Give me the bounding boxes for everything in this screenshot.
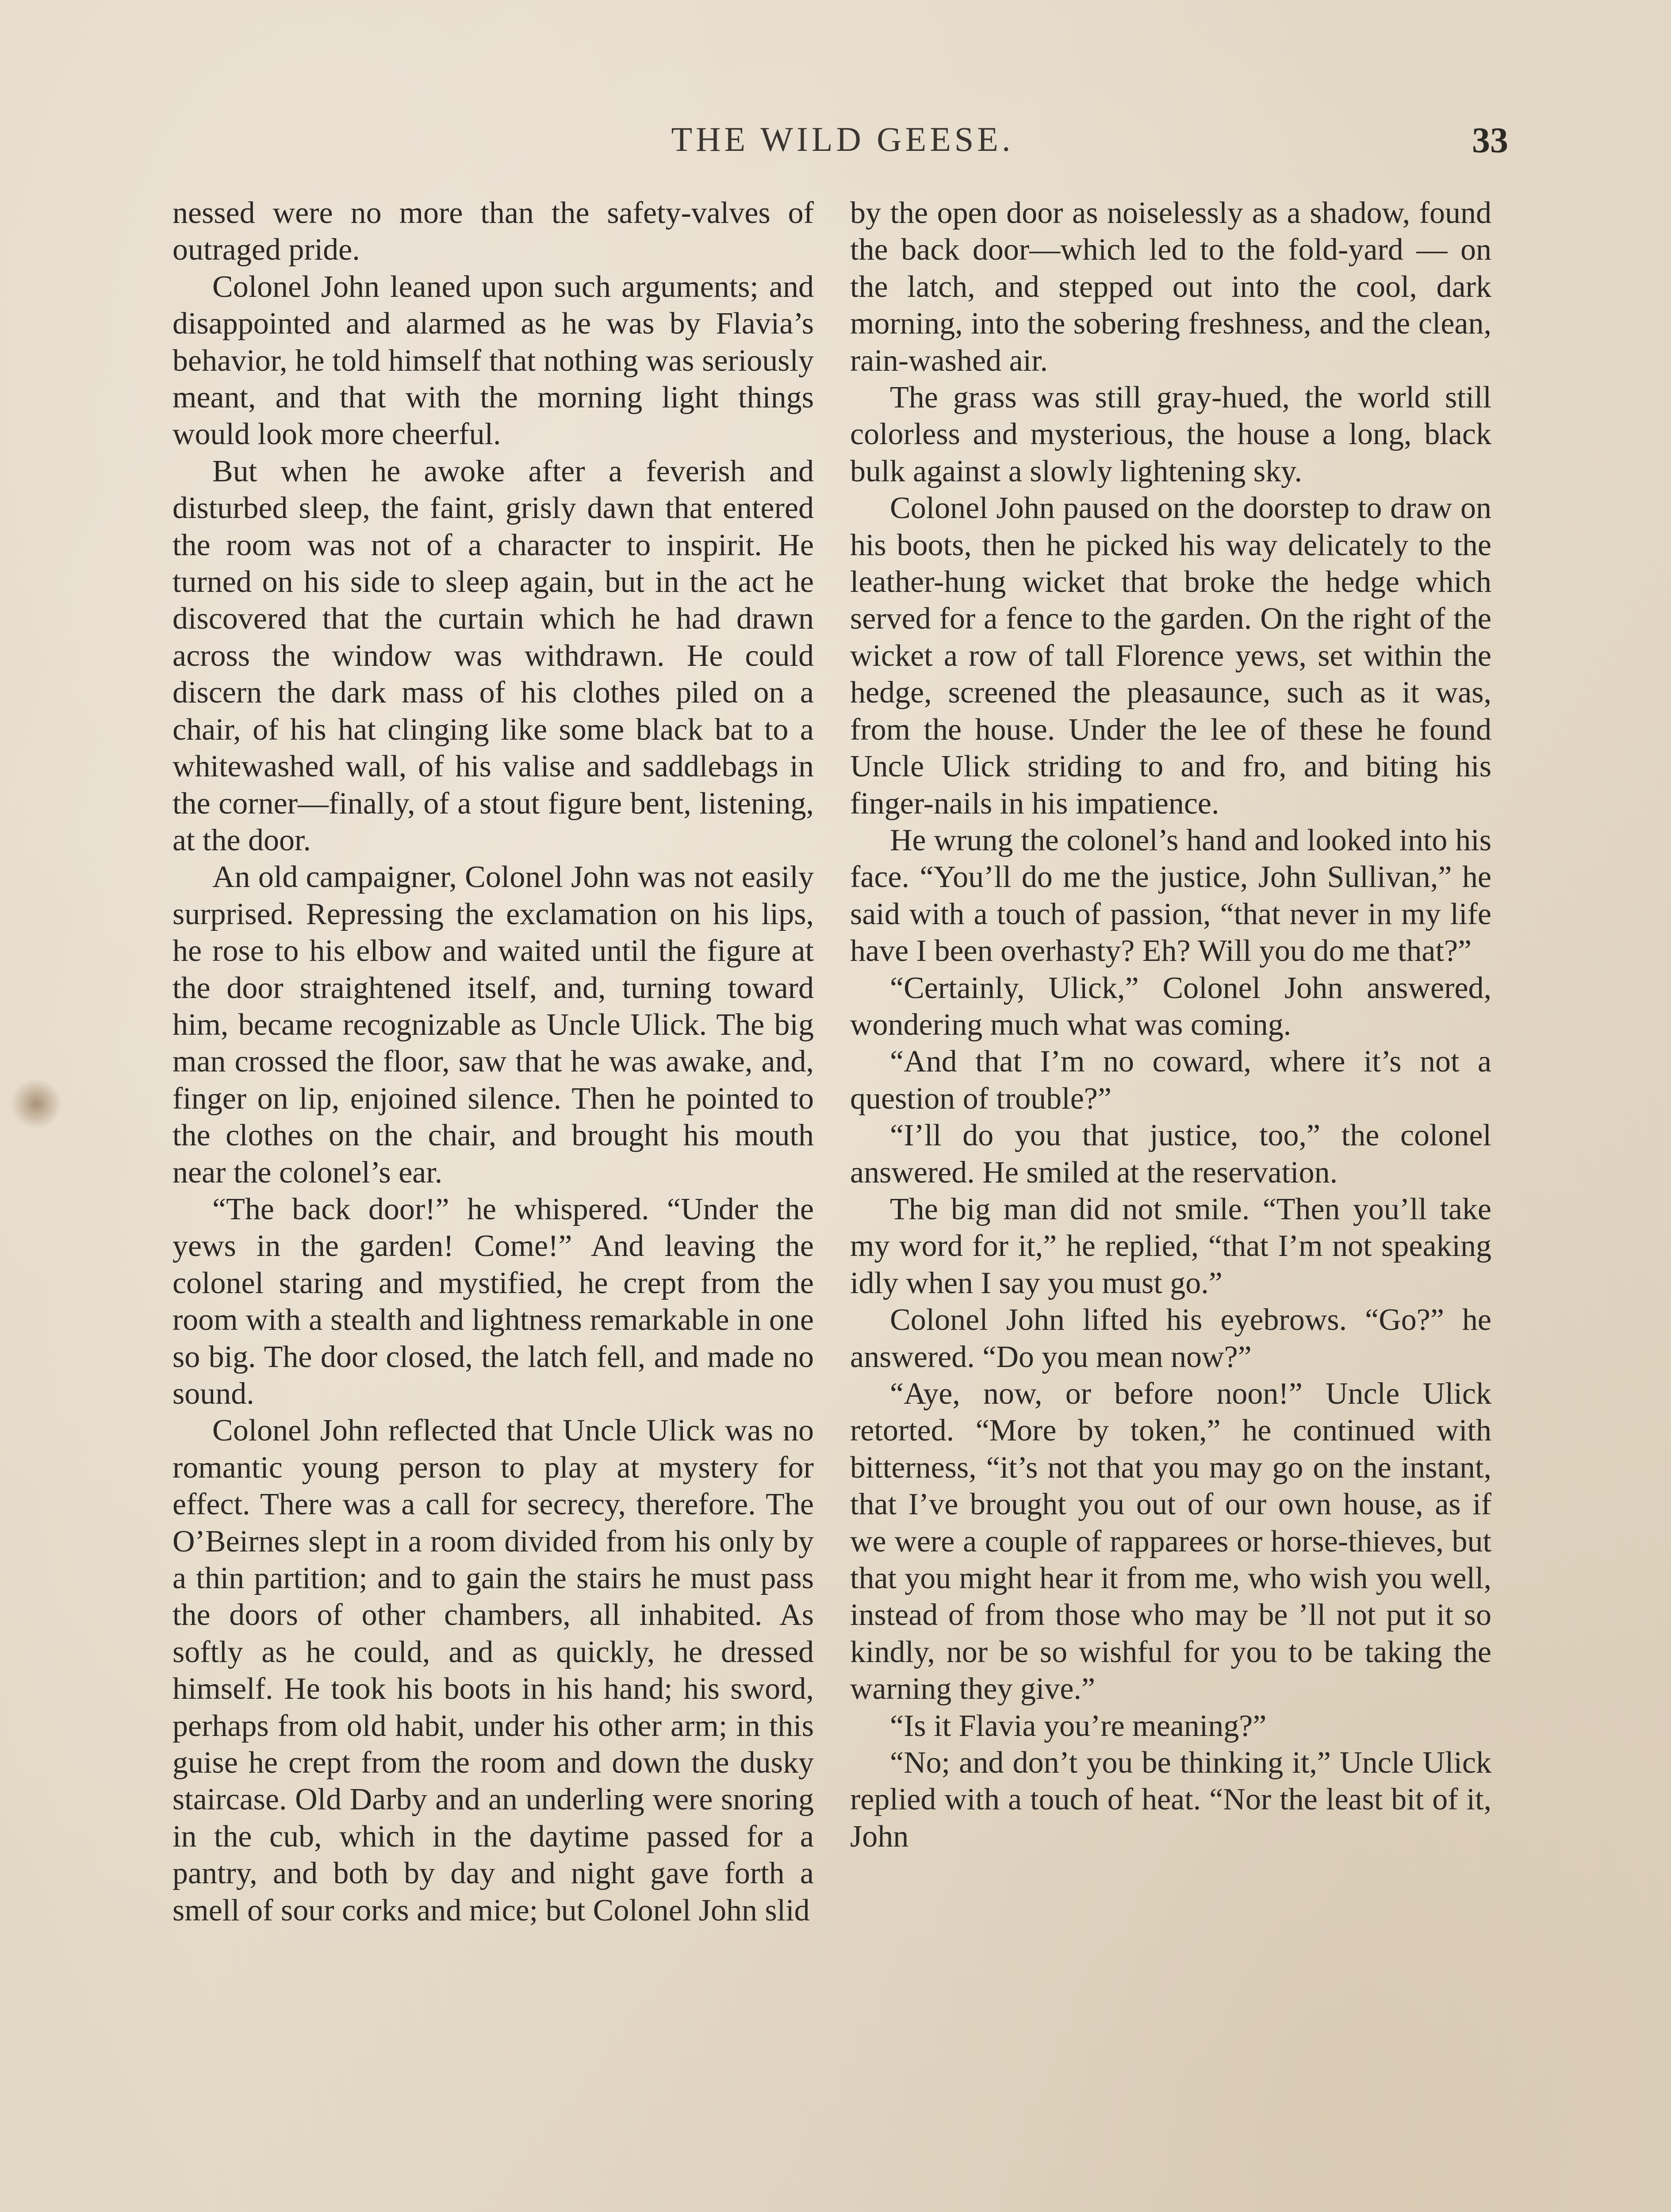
paragraph: An old campaigner, Colonel John was not easily surprised. Repressing the exclamation on his lips, he rose to his elbow and waited until the figure at the door straightened itself, and, turning toward him, became recognizable as Uncle Ulick. The big man crossed the floor, saw that he was awake, and, finger on lip, enjoined silence. Then he pointed to the clothes on the chair, and brought his mouth near the colonel’s ear. [172, 860, 814, 1190]
paragraph: But when he awoke after a feverish and disturbed sleep, the faint, grisly dawn that entered the room was not of a character to inspirit. He turned on his side to sleep again, but in the act he discovered that the curtain which he had drawn across the window was withdrawn. He could discern the dark mass of his clothes piled on a chair, of his hat clinging like some black bat to a whitewashed wall, of his valise and saddlebags in the corner—finally, of a stout figure bent, listening, at the door. [172, 454, 814, 857]
paragraph: Colonel John reflected that Uncle Ulick was no romantic young person to play at mystery for effect. There was a call for secrecy, therefore. The O’Beirnes slept in a room divided from his only by a thin partition; and to gain the stairs he must pass the doors of other chambers, all inhabited. As softly as he could, and as quickly, he dressed himself. He took his boots in his hand; his sword, perhaps from old habit, under his other arm; in this guise he crept from the room and down the dusky staircase. Old Darby and an underling were snoring in the cub, which in the daytime passed for a pantry, and both by day and night gave forth a smell of sour corks and mice; but Colonel John slid [172, 1413, 814, 1928]
right-column [850, 195, 1491, 1855]
paragraph: “I’ll do you that justice, too,” the colonel answered. He smiled at the reservation. [850, 1118, 1491, 1190]
paragraph: “Is it Flavia you’re meaning?” [890, 1709, 1267, 1743]
running-head: THE WILD GEESE. [671, 120, 1014, 158]
paragraph: “Certainly, Ulick,” Colonel John answered, wondering much what was coming. [850, 971, 1491, 1042]
left-column [172, 195, 814, 1929]
paragraph: “No; and don’t you be thinking it,” Uncle Ulick replied with a touch of heat. “Nor the least bit of it, John [850, 1746, 1491, 1854]
paragraph: Colonel John leaned upon such arguments; and disappointed and alarmed as he was by Flavia’s behavior, he told himself that nothing was seriously meant, and that with the morning light things would look more cheerful. [172, 269, 814, 452]
paragraph: “Aye, now, or before noon!” Uncle Ulick retorted. “More by token,” he continued with bitterness, “it’s not that you may go on the instant, that I’ve brought you out of our own house, as if we were a couple of rapparees or horse-thieves, but that you might hear it from me, who wish you well, instead of from those who may be ’ll not put it so kindly, nor be so wishful for you to be taking the warning they give.” [850, 1377, 1491, 1706]
page-header [172, 119, 1513, 168]
paragraph: nessed were no more than the safety-valves of outraged pride. [172, 196, 814, 267]
paragraph: He wrung the colonel’s hand and looked into his face. “You’ll do me the justice, John Sullivan,” he said with a touch of passion, “that never in my life have I been overhasty? Eh? Will you do me that?” [850, 823, 1491, 968]
paragraph: The grass was still gray-hued, the world still colorless and mysterious, the house a long, black bulk against a slowly lightening sky. [850, 380, 1491, 488]
paragraph: Colonel John lifted his eyebrows. “Go?” he answered. “Do you mean now?” [850, 1303, 1491, 1374]
paragraph: by the open door as noiselessly as a shadow, found the back door—which led to the fold-yard — on the latch, and stepped out into the cool, dark morning, into the sobering freshness, and the clean, rain-washed air. [850, 196, 1491, 378]
page-number: 33 [1472, 120, 1508, 160]
paragraph: The big man did not smile. “Then you’ll take my word for it,” he replied, “that I’m not speaking idly when I say you must go.” [850, 1192, 1491, 1300]
paper-stain [10, 1079, 63, 1128]
paragraph: “The back door!” he whispered. “Under the yews in the garden! Come!” And leaving the colonel staring and mystified, he crept from the room with a stealth and lightness remarkable in one so big. The door closed, the latch fell, and made no sound. [172, 1192, 814, 1411]
paragraph: “And that I’m no coward, where it’s not a question of trouble?” [850, 1045, 1491, 1116]
paragraph: Colonel John paused on the doorstep to draw on his boots, then he picked his way delicately to the leather-hung wicket that broke the hedge which served for a fence to the garden. On the right of the wicket a row of tall Florence yews, set within the hedge, screened the pleasaunce, such as it was, from the house. Under the lee of these he found Uncle Ulick striding to and fro, and biting his finger-nails in his impatience. [850, 491, 1491, 821]
